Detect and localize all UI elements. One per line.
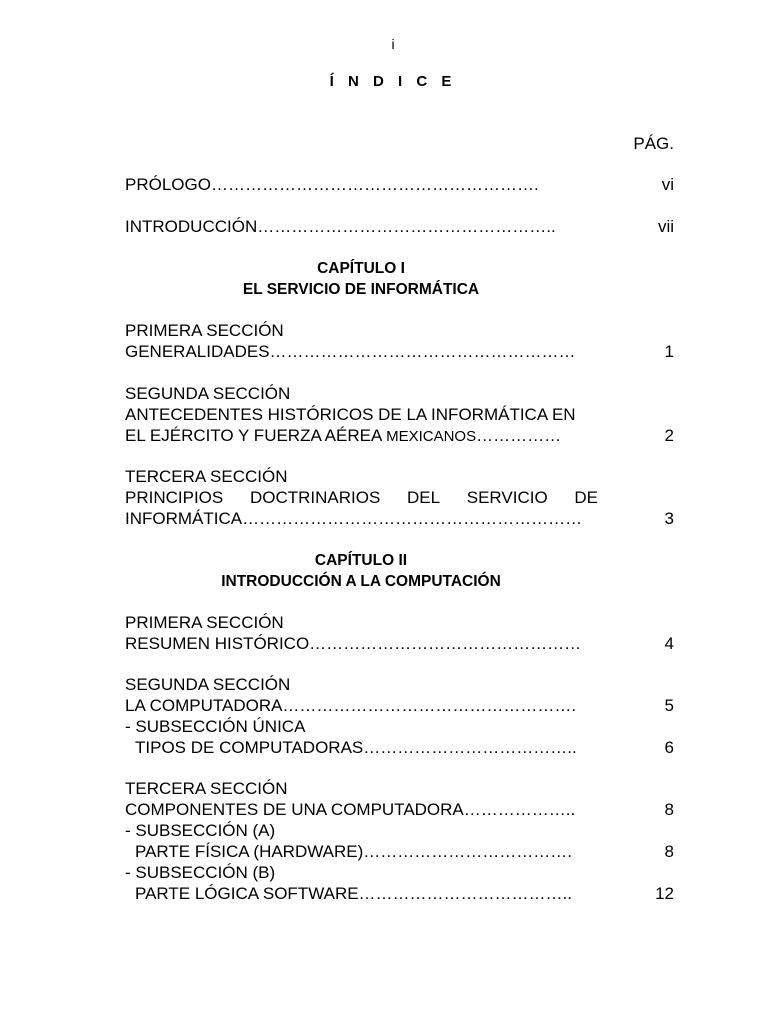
ch2-section3-subB-entry: PARTE LÓGICA SOFTWARE……………………………….. [135, 884, 573, 903]
ch1-section2-line2a: EL EJÉRCITO Y FUERZA AÉREA [125, 426, 387, 445]
ch2-section1-entry: RESUMEN HISTÓRICO………………………………………… [125, 634, 582, 653]
ch1-section3-word: PRINCIPIOS [125, 488, 224, 507]
ch1-section3-line1 [125, 487, 598, 508]
chapter-2-subtitle: INTRODUCCIÓN A LA COMPUTACIÓN [221, 573, 501, 590]
ch1-section1-title: PRIMERA SECCIÓN [125, 321, 284, 340]
ch1-section2-page: 2 [664, 426, 674, 445]
ch2-section3-subB-page: 12 [655, 884, 674, 903]
ch2-section2-entry: LA COMPUTADORA……………………………………………. [125, 696, 577, 715]
ch2-section3-title: TERCERA SECCIÓN [125, 779, 288, 798]
ch1-section2-line2c: …………… [476, 426, 562, 445]
ch1-section3-word: DOCTRINARIOS [249, 488, 381, 507]
ch1-section2-line2 [125, 425, 561, 447]
ch1-section3-word: DEL [406, 488, 441, 507]
toc-entry-prologo: PRÓLOGO…………………………………………………. [125, 175, 539, 194]
toc-page-introduccion: vii [657, 217, 674, 236]
page-number: i [391, 36, 395, 52]
ch1-section3-title: TERCERA SECCIÓN [125, 467, 288, 486]
ch2-section2-sub-title: - SUBSECCIÓN ÚNICA [125, 717, 306, 736]
chapter-1-heading: CAPÍTULO I [317, 260, 405, 277]
ch1-section1-page: 1 [664, 342, 674, 361]
ch2-section3-page: 8 [664, 800, 674, 819]
ch1-section2-line1: ANTECEDENTES HISTÓRICOS DE LA INFORMÁTICA EN [125, 405, 576, 424]
ch1-section3-word: DE [574, 488, 598, 507]
ch1-section2-title: SEGUNDA SECCIÓN [125, 384, 291, 403]
ch2-section3-subA-page: 8 [664, 842, 674, 861]
ch1-section1-entry: GENERALIDADES……………………………………………… [125, 342, 576, 361]
ch1-section3-entry: INFORMÁTICA…………………………………………………… [125, 509, 583, 528]
chapter-2-heading: CAPÍTULO II [314, 552, 408, 569]
ch2-section3-subB-title: - SUBSECCIÓN (B) [125, 863, 276, 882]
ch2-section2-sub-page: 6 [664, 738, 674, 757]
ch2-section2-page: 5 [664, 696, 674, 715]
ch1-section3-page: 3 [664, 509, 674, 528]
ch2-section2-sub-entry: TIPOS DE COMPUTADORAS……………………………….. [135, 738, 577, 757]
page-column-header: PÁG. [633, 134, 674, 153]
ch2-section1-title: PRIMERA SECCIÓN [125, 613, 284, 632]
ch2-section2-title: SEGUNDA SECCIÓN [125, 675, 291, 694]
toc-page-prologo: vi [661, 175, 674, 194]
ch2-section3-subA-entry: PARTE FÍSICA (HARDWARE)………………………………. [135, 842, 572, 861]
ch1-section3-word: SERVICIO [466, 488, 548, 507]
toc-entry-introduccion: INTRODUCCIÓN…………………………………………….. [125, 217, 556, 236]
chapter-1-subtitle: EL SERVICIO DE INFORMÁTICA [242, 281, 480, 298]
ch1-section2-line2b: MEXICANOS [386, 428, 477, 445]
ch2-section1-page: 4 [664, 634, 674, 653]
ch2-section3-entry: COMPONENTES DE UNA COMPUTADORA……………….. [125, 800, 576, 819]
ch2-section3-subA-title: - SUBSECCIÓN (A) [125, 821, 276, 840]
page-title: Í N D I C E [329, 73, 457, 90]
